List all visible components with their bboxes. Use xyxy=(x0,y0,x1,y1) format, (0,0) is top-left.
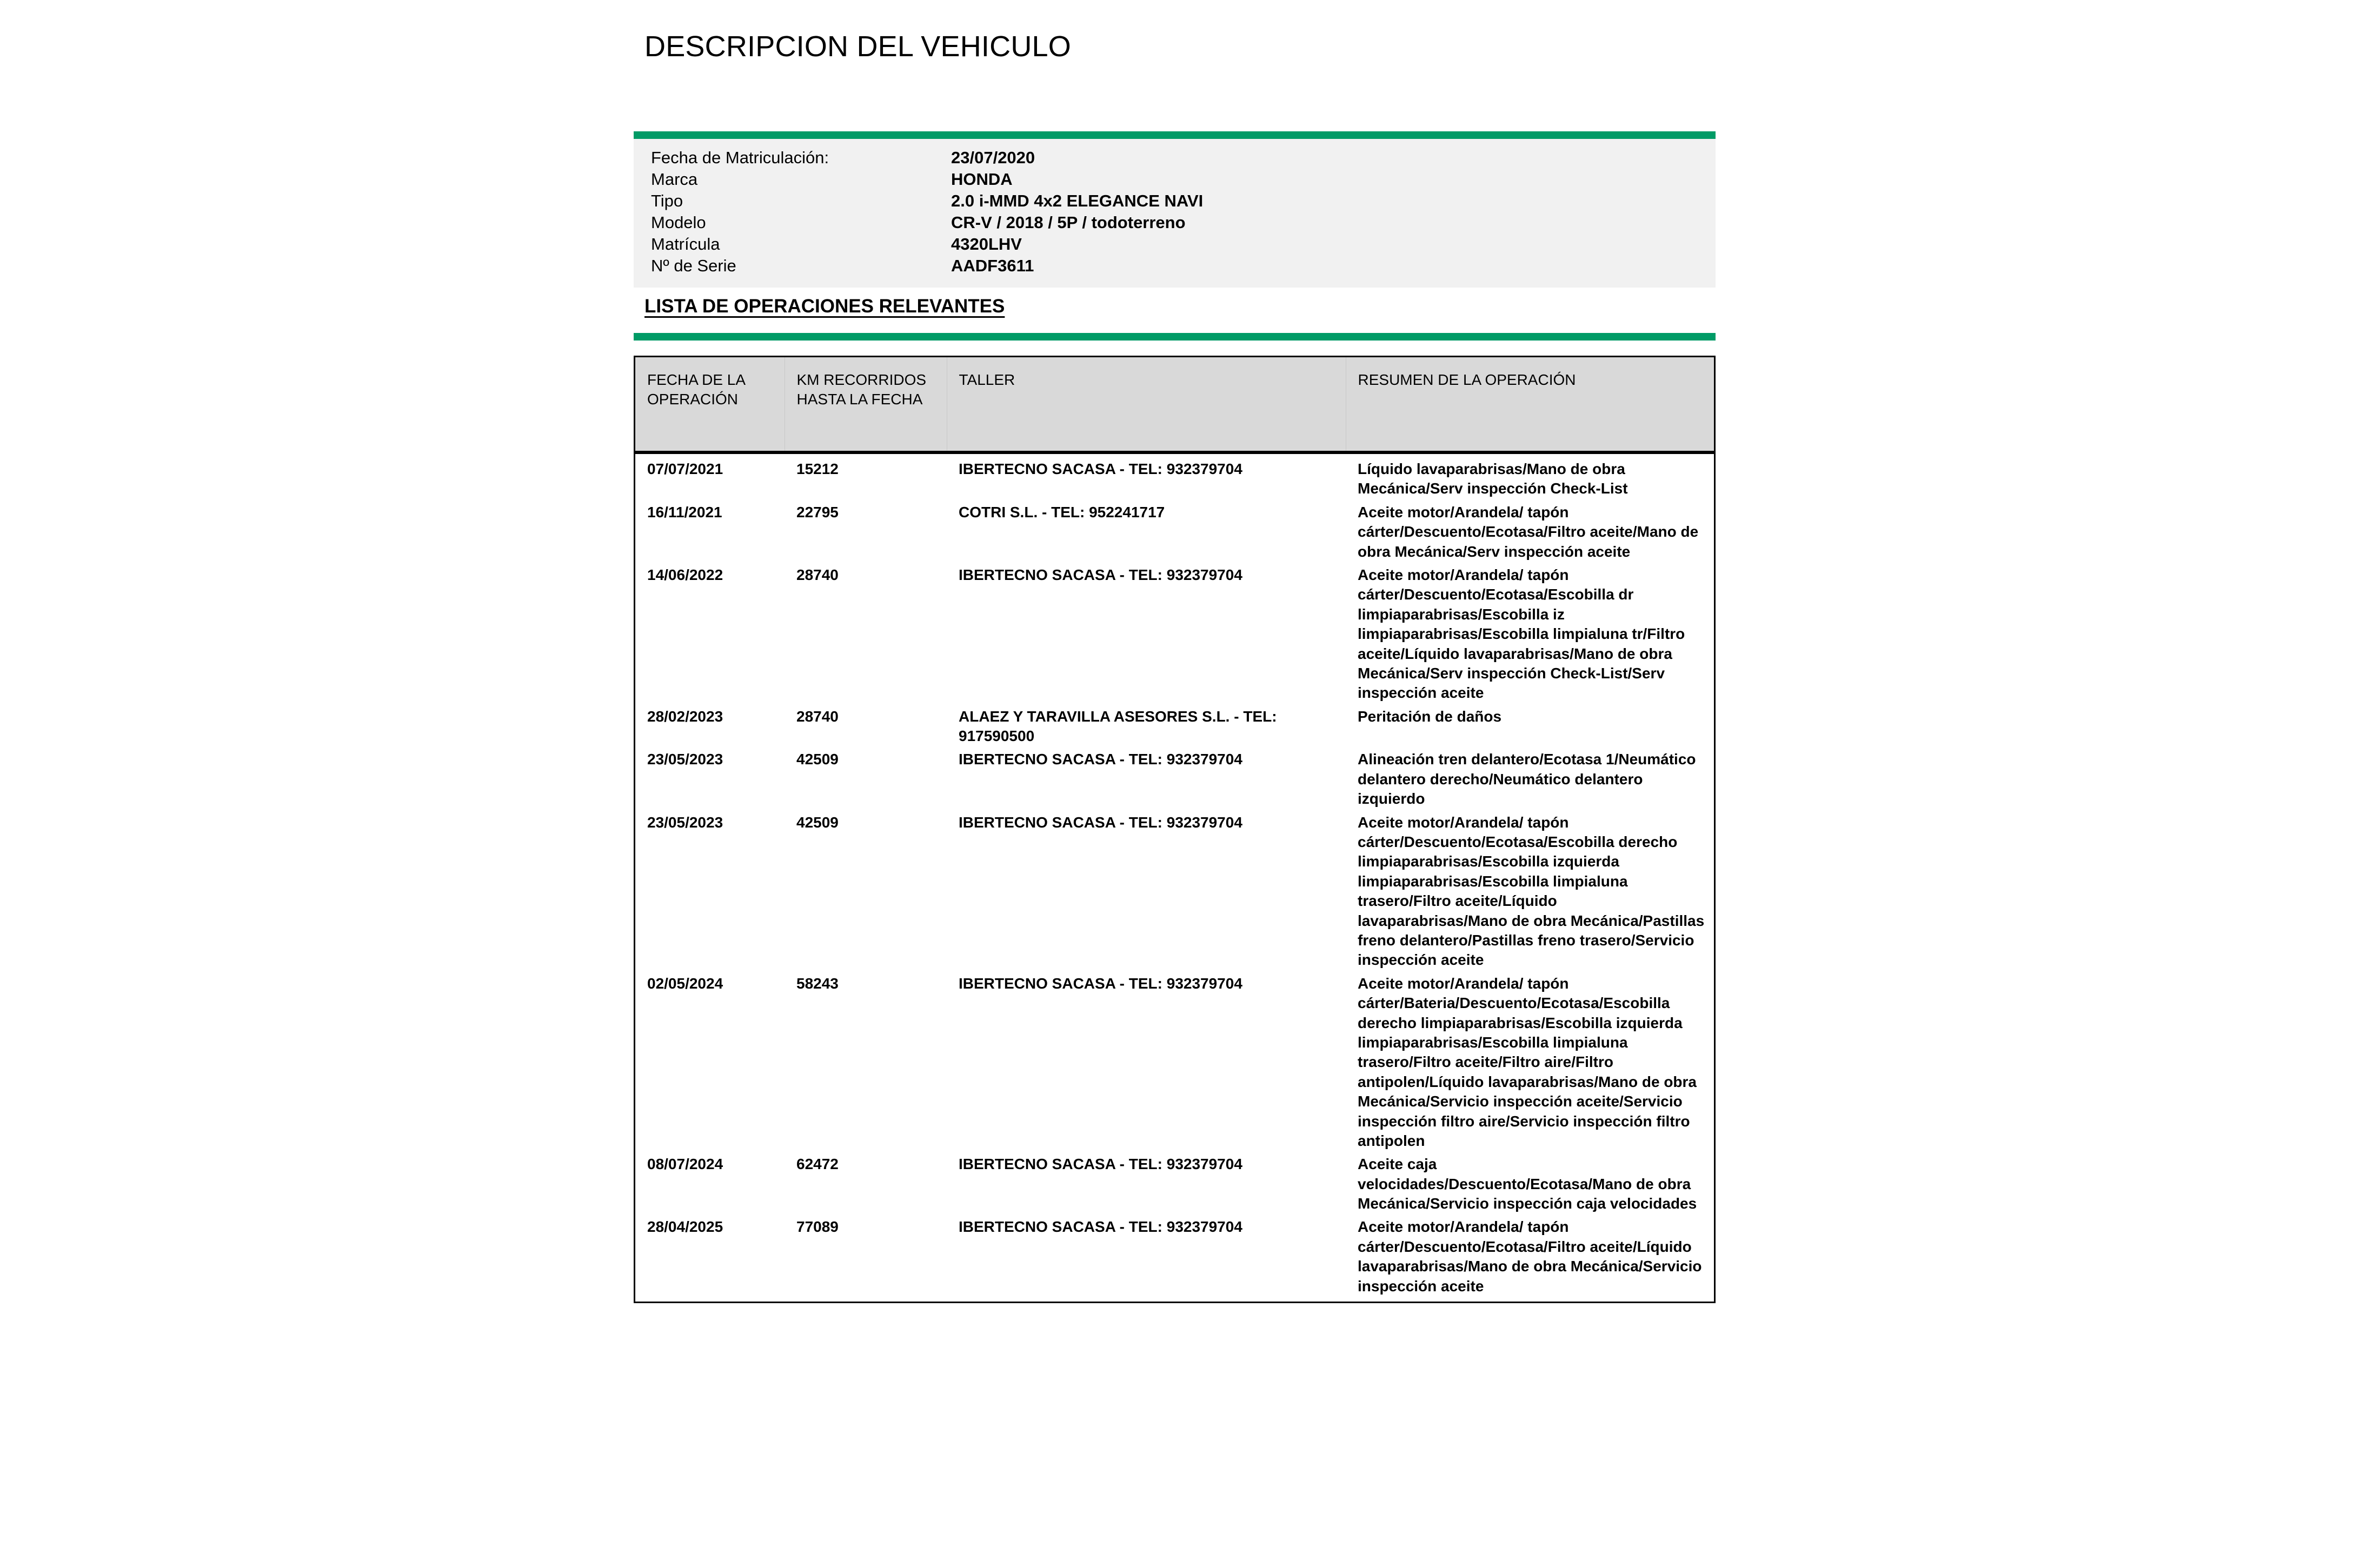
accent-bar-operations xyxy=(634,333,1716,341)
cell-taller: IBERTECNO SACASA - TEL: 932379704 xyxy=(959,751,1242,768)
cell-resumen: Aceite motor/Arandela/ tapón cárter/Bateria/Descuento/Ecotasa/Escobilla derecho limpiaparabrisas/Escobilla izquierda limpiaparabrisas/Escobilla limpialuna trasero/Filtro aceite/Filtro aire/Filtro antipolen/Líquido lavaparabrisas/Mano de obra Mecánica/Servicio inspección aceite/Servicio inspección filtro aire/Servicio inspección filtro antipolen xyxy=(1358,975,1697,1149)
vehicle-fields-list xyxy=(634,139,1716,288)
cell-km: 22795 xyxy=(796,503,839,521)
table-row xyxy=(635,1213,1714,1302)
table-row xyxy=(635,703,1714,746)
cell-km: 28740 xyxy=(796,566,839,583)
vehicle-field-value: CR-V / 2018 / 5P / todoterreno xyxy=(951,213,1186,232)
table-row xyxy=(635,970,1714,1151)
cell-taller: IBERTECNO SACASA - TEL: 932379704 xyxy=(959,813,1242,831)
cell-fecha: 14/06/2022 xyxy=(647,566,723,583)
accent-bar-top xyxy=(634,131,1716,139)
vehicle-field-label: Tipo xyxy=(651,191,683,210)
vehicle-field-label: Nº de Serie xyxy=(651,256,736,275)
table-row xyxy=(635,746,1714,809)
cell-resumen: Aceite motor/Arandela/ tapón cárter/Descuento/Ecotasa/Filtro aceite/Mano de obra Mecánica/Serv inspección aceite xyxy=(1358,503,1699,560)
table-row xyxy=(635,1151,1714,1213)
cell-taller: COTRI S.L. - TEL: 952241717 xyxy=(959,503,1165,521)
column-header-km-label: KM RECORRIDOS HASTA LA FECHA xyxy=(796,371,927,408)
column-header-resumen-label: RESUMEN DE LA OPERACIÓN xyxy=(1358,371,1576,388)
operations-table xyxy=(635,357,1714,1302)
vehicle-field-row xyxy=(634,256,1716,278)
vehicle-field-value: 2.0 i-MMD 4x2 ELEGANCE NAVI xyxy=(951,191,1204,210)
cell-km: 58243 xyxy=(796,975,839,992)
vehicle-field-value: 4320LHV xyxy=(951,235,1022,253)
column-header-km xyxy=(785,357,947,452)
cell-resumen: Aceite motor/Arandela/ tapón cárter/Descuento/Ecotasa/Filtro aceite/Líquido lavaparabrisas/Mano de obra Mecánica/Servicio inspección aceite xyxy=(1358,1218,1702,1295)
vehicle-field-value: 23/07/2020 xyxy=(951,148,1035,167)
cell-resumen: Alineación tren delantero/Ecotasa 1/Neumático delantero derecho/Neumático delantero izquierdo xyxy=(1358,751,1696,808)
cell-fecha: 07/07/2021 xyxy=(647,461,723,477)
cell-resumen: Aceite motor/Arandela/ tapón cárter/Descuento/Ecotasa/Escobilla dr limpiaparabrisas/Escobilla iz limpiaparabrisas/Escobilla limpialuna tr/Filtro aceite/Líquido lavaparabrisas/Mano de obra Mecánica/Serv inspección Check-List/Serv inspección aceite xyxy=(1358,566,1685,702)
vehicle-field-row xyxy=(634,191,1716,213)
vehicle-field-label: Modelo xyxy=(651,213,706,232)
cell-resumen: Aceite motor/Arandela/ tapón cárter/Descuento/Ecotasa/Escobilla derecho limpiaparabrisas/Escobilla izquierda limpiaparabrisas/Escobilla limpialuna trasero/Filtro aceite/Líquido lavaparabrisas/Mano de obra Mecánica/Pastillas freno delantero/Pastillas freno trasero/Servicio inspección aceite xyxy=(1358,813,1705,969)
table-row xyxy=(635,499,1714,562)
cell-taller: IBERTECNO SACASA - TEL: 932379704 xyxy=(959,1156,1242,1173)
cell-km: 28740 xyxy=(796,708,839,725)
cell-fecha: 02/05/2024 xyxy=(647,975,723,992)
table-body xyxy=(635,452,1714,1302)
column-header-fecha-label: FECHA DE LA OPERACIÓN xyxy=(647,371,745,408)
column-header-resumen xyxy=(1346,357,1714,452)
vehicle-field-label: Marca xyxy=(651,170,698,189)
cell-taller: IBERTECNO SACASA - TEL: 932379704 xyxy=(959,461,1242,477)
cell-fecha: 28/04/2025 xyxy=(647,1218,723,1236)
table-head xyxy=(635,357,1714,452)
cell-taller: IBERTECNO SACASA - TEL: 932379704 xyxy=(959,566,1242,583)
page-title: DESCRIPCION DEL VEHICULO xyxy=(644,30,1071,63)
table-header-row xyxy=(635,357,1714,452)
column-header-taller-label: TALLER xyxy=(959,371,1015,388)
cell-fecha: 23/05/2023 xyxy=(647,751,723,768)
cell-taller: ALAEZ Y TARAVILLA ASESORES S.L. - TEL: 917590500 xyxy=(959,708,1277,745)
cell-km: 15212 xyxy=(796,461,839,477)
cell-resumen: Peritación de daños xyxy=(1358,708,1502,725)
vehicle-field-row xyxy=(634,235,1716,256)
vehicle-description-block xyxy=(634,131,1716,288)
vehicle-field-label: Fecha de Matriculación: xyxy=(651,148,829,167)
column-header-fecha xyxy=(635,357,785,452)
vehicle-field-row xyxy=(634,148,1716,170)
column-header-taller xyxy=(947,357,1346,452)
cell-km: 42509 xyxy=(796,751,839,768)
vehicle-field-value: HONDA xyxy=(951,170,1013,189)
vehicle-field-value: AADF3611 xyxy=(951,256,1034,275)
cell-fecha: 08/07/2024 xyxy=(647,1156,723,1173)
vehicle-field-label: Matrícula xyxy=(651,235,720,253)
cell-km: 62472 xyxy=(796,1156,839,1173)
cell-fecha: 23/05/2023 xyxy=(647,813,723,831)
section-heading-operations: LISTA DE OPERACIONES RELEVANTES xyxy=(644,296,1005,317)
operations-table-container xyxy=(634,356,1716,1303)
cell-resumen: Aceite caja velocidades/Descuento/Ecotasa/Mano de obra Mecánica/Servicio inspección caja velocidades xyxy=(1358,1156,1697,1212)
table-row xyxy=(635,562,1714,703)
vehicle-field-row xyxy=(634,170,1716,191)
cell-km: 42509 xyxy=(796,813,839,831)
cell-fecha: 16/11/2021 xyxy=(647,503,722,521)
cell-taller: IBERTECNO SACASA - TEL: 932379704 xyxy=(959,1218,1242,1236)
cell-fecha: 28/02/2023 xyxy=(647,708,723,725)
cell-km: 77089 xyxy=(796,1218,839,1236)
vehicle-field-row xyxy=(634,213,1716,235)
table-row xyxy=(635,809,1714,970)
cell-taller: IBERTECNO SACASA - TEL: 932379704 xyxy=(959,975,1242,992)
table-row xyxy=(635,452,1714,499)
cell-resumen: Líquido lavaparabrisas/Mano de obra Mecánica/Serv inspección Check-List xyxy=(1358,461,1628,497)
